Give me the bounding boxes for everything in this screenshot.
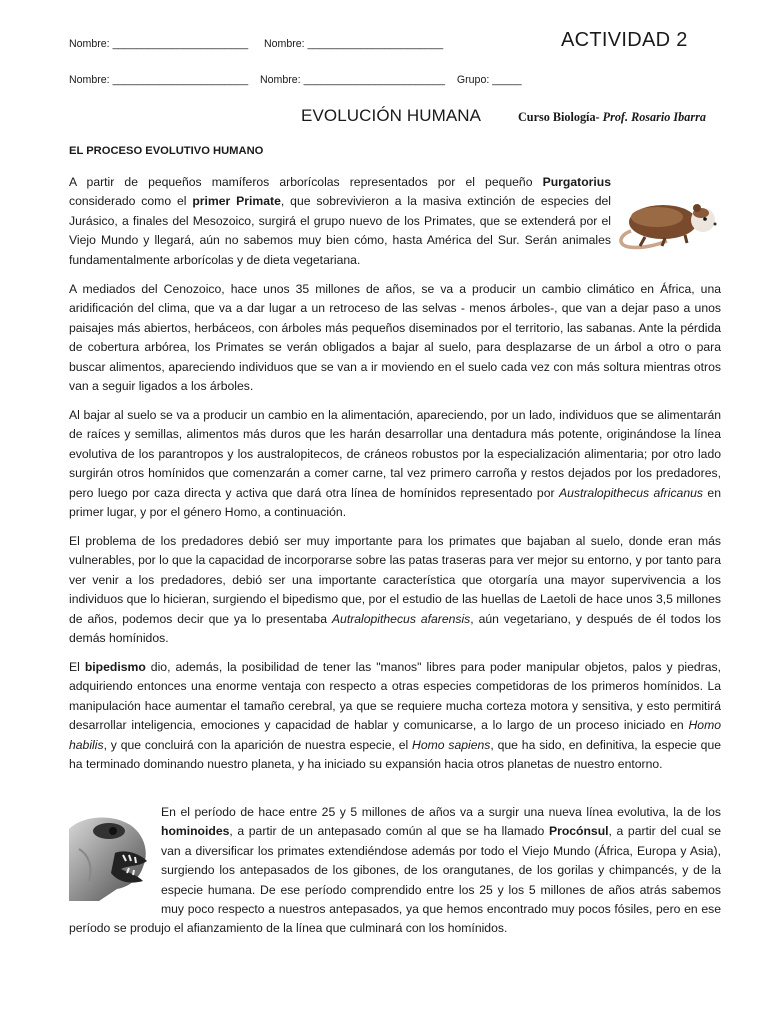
nombre-label-1: Nombre: [69, 38, 110, 50]
purgatorius-image [617, 195, 721, 251]
paragraph-1: A partir de pequeños mamíferos arborícolas representados por el pequeño Purgatorius considerado como el primer Primate, que sobrevivieron a la masiva extinción de especies del Jurásico, a finales del Mesozoico, surgirá el grupo nuevo de los Primates, que se extenderá por el Viejo Mundo y llegará, aún no sabemos muy bien cómo, hasta América del Sur. Serán animales fundamentalmente arborícolas y de dieta vegetariana. [69, 173, 721, 270]
paragraph-4: El problema de los predadores debió ser muy importante para los primates que bajaban al suelo, donde eran más vulnerables, por lo que la capacidad de incorporarse sobre las patas traseras para ver mejor su entorno, y por tanto para ver venir a los predadores, debió ser una importante característica que otorgaría una mayor supervivencia a los individuos que lo hicieran, surgiendo el bipedismo que, por el estudio de las huellas de Laetoli de hace unos 3,5 millones de años, podemos decir que ya lo presentaba Autralopithecus afarensis, aún vegetariano, y después de él todos los demás homínidos. [69, 534, 721, 646]
proconsul-image [59, 809, 149, 905]
section-heading: EL PROCESO EVOLUTIVO HUMANO [69, 145, 264, 157]
paragraph-3: Al bajar al suelo se va a producir un cambio en la alimentación, apareciendo, por un lado, individuos que se alimentarán de raíces y semillas, alimentos más duros que les harán desarrollar una dentadura más potente, originándose la línea evolutiva de los parantropos y los australopitecos, de cráneos robustos por la especialización alimentaria; por otro lado surgirán otros homínidos que comenzarán a comer carne, tal vez primero carroña y restos dejados por los predadores, pero luego por caza directa y activa que dará otra línea de homínidos representado por Australopithecus africanus en primer lugar, y por el género Homo, a continuación. [69, 408, 721, 520]
paragraph-2: A mediados del Cenozoico, hace unos 35 millones de años, se va a producir un cambio climático en África, una aridificación del clima, que va a dar lugar a un retroceso de las selvas - menos árboles-, que van a dejar paso a unos paisajes más abiertos, herbáceos, con árboles más pequeños diseminados por el territorio, las sabanas. Ante la pérdida de cobertura arbórea, los Primates se verán obligados a bajar al suelo, para desplazarse de un árbol a otro o para buscar alimentos, apareciendo individuos que se van a ir moviendo en el suelo cada vez con más soltura mientras otros van a seguir ligados a los árboles. [69, 282, 721, 394]
paragraph-6: En el período de hace entre 25 y 5 millones de años va a surgir una nueva línea evolutiva, la de los hominoides, a partir de un antepasado común al que se ha llamado Procónsul, a partir del cual se van a diversificar los primates extendiéndose además por todo el Viejo Mundo (África, Europa y Asia), surgiendo los antepasados de los gibones, de los orangutanes, de los gorilas y chimpancés, y de la especie humana. De ese período comprendido entre los 25 y los 5 millones de años atrás sabemos muy poco respecto a nuestros antepasados, ya que hemos encontrado muy pocos fósiles, pero en ese período se produjo el afianzamiento de la línea que culminará con los homínidos. [69, 803, 721, 939]
nombre-field-3[interactable]: _______________________ [112, 74, 249, 86]
nombre-field-1[interactable]: _______________________ [112, 38, 249, 50]
grupo-label: Grupo: [456, 74, 490, 86]
purgatorius-icon [617, 195, 721, 251]
paragraph-5: El bipedismo dio, además, la posibilidad de tener las "manos" libres para poder manipular objetos, palos y piedras, adquiriendo entonces una enorme ventaja con respecto a otras especies competidoras de los primeros homínidos. La manipulación hace aumentar el tamaño cerebral, ya que se requiere mucha corteza motora y sensitiva, y esto permitirá desarrollar inteligencia, emociones y capacidad de hablar y comunicarse, a lo largo de un proceso iniciado en Homo habilis, y que concluirá con la aparición de nuestra especie, el Homo sapiens, que ha sido, en definitiva, la especie que ha terminado dominando nuestro planeta, y ha iniciado su expansión hacia otros planetas de nuestro entorno. [69, 660, 721, 772]
nombre-field-2[interactable]: _______________________ [307, 38, 444, 50]
nombre-label-4: Nombre: [260, 74, 301, 86]
professor-name: Prof. Rosario Ibarra [599, 110, 706, 124]
name-fields-row-2 [69, 74, 522, 86]
nombre-label-2: Nombre: [264, 38, 305, 50]
nombre-label-3: Nombre: [69, 74, 110, 86]
name-fields-row-1 [69, 38, 443, 50]
course-label: Curso Biología- [518, 110, 600, 124]
page-title: EVOLUCIÓN HUMANA [301, 106, 482, 125]
proconsul-skull-icon [59, 809, 149, 905]
nombre-field-4[interactable]: ________________________ [303, 74, 445, 86]
grupo-field[interactable]: _____ [492, 74, 522, 86]
course-info [518, 110, 706, 125]
activity-title: ACTIVIDAD 2 [561, 29, 688, 51]
